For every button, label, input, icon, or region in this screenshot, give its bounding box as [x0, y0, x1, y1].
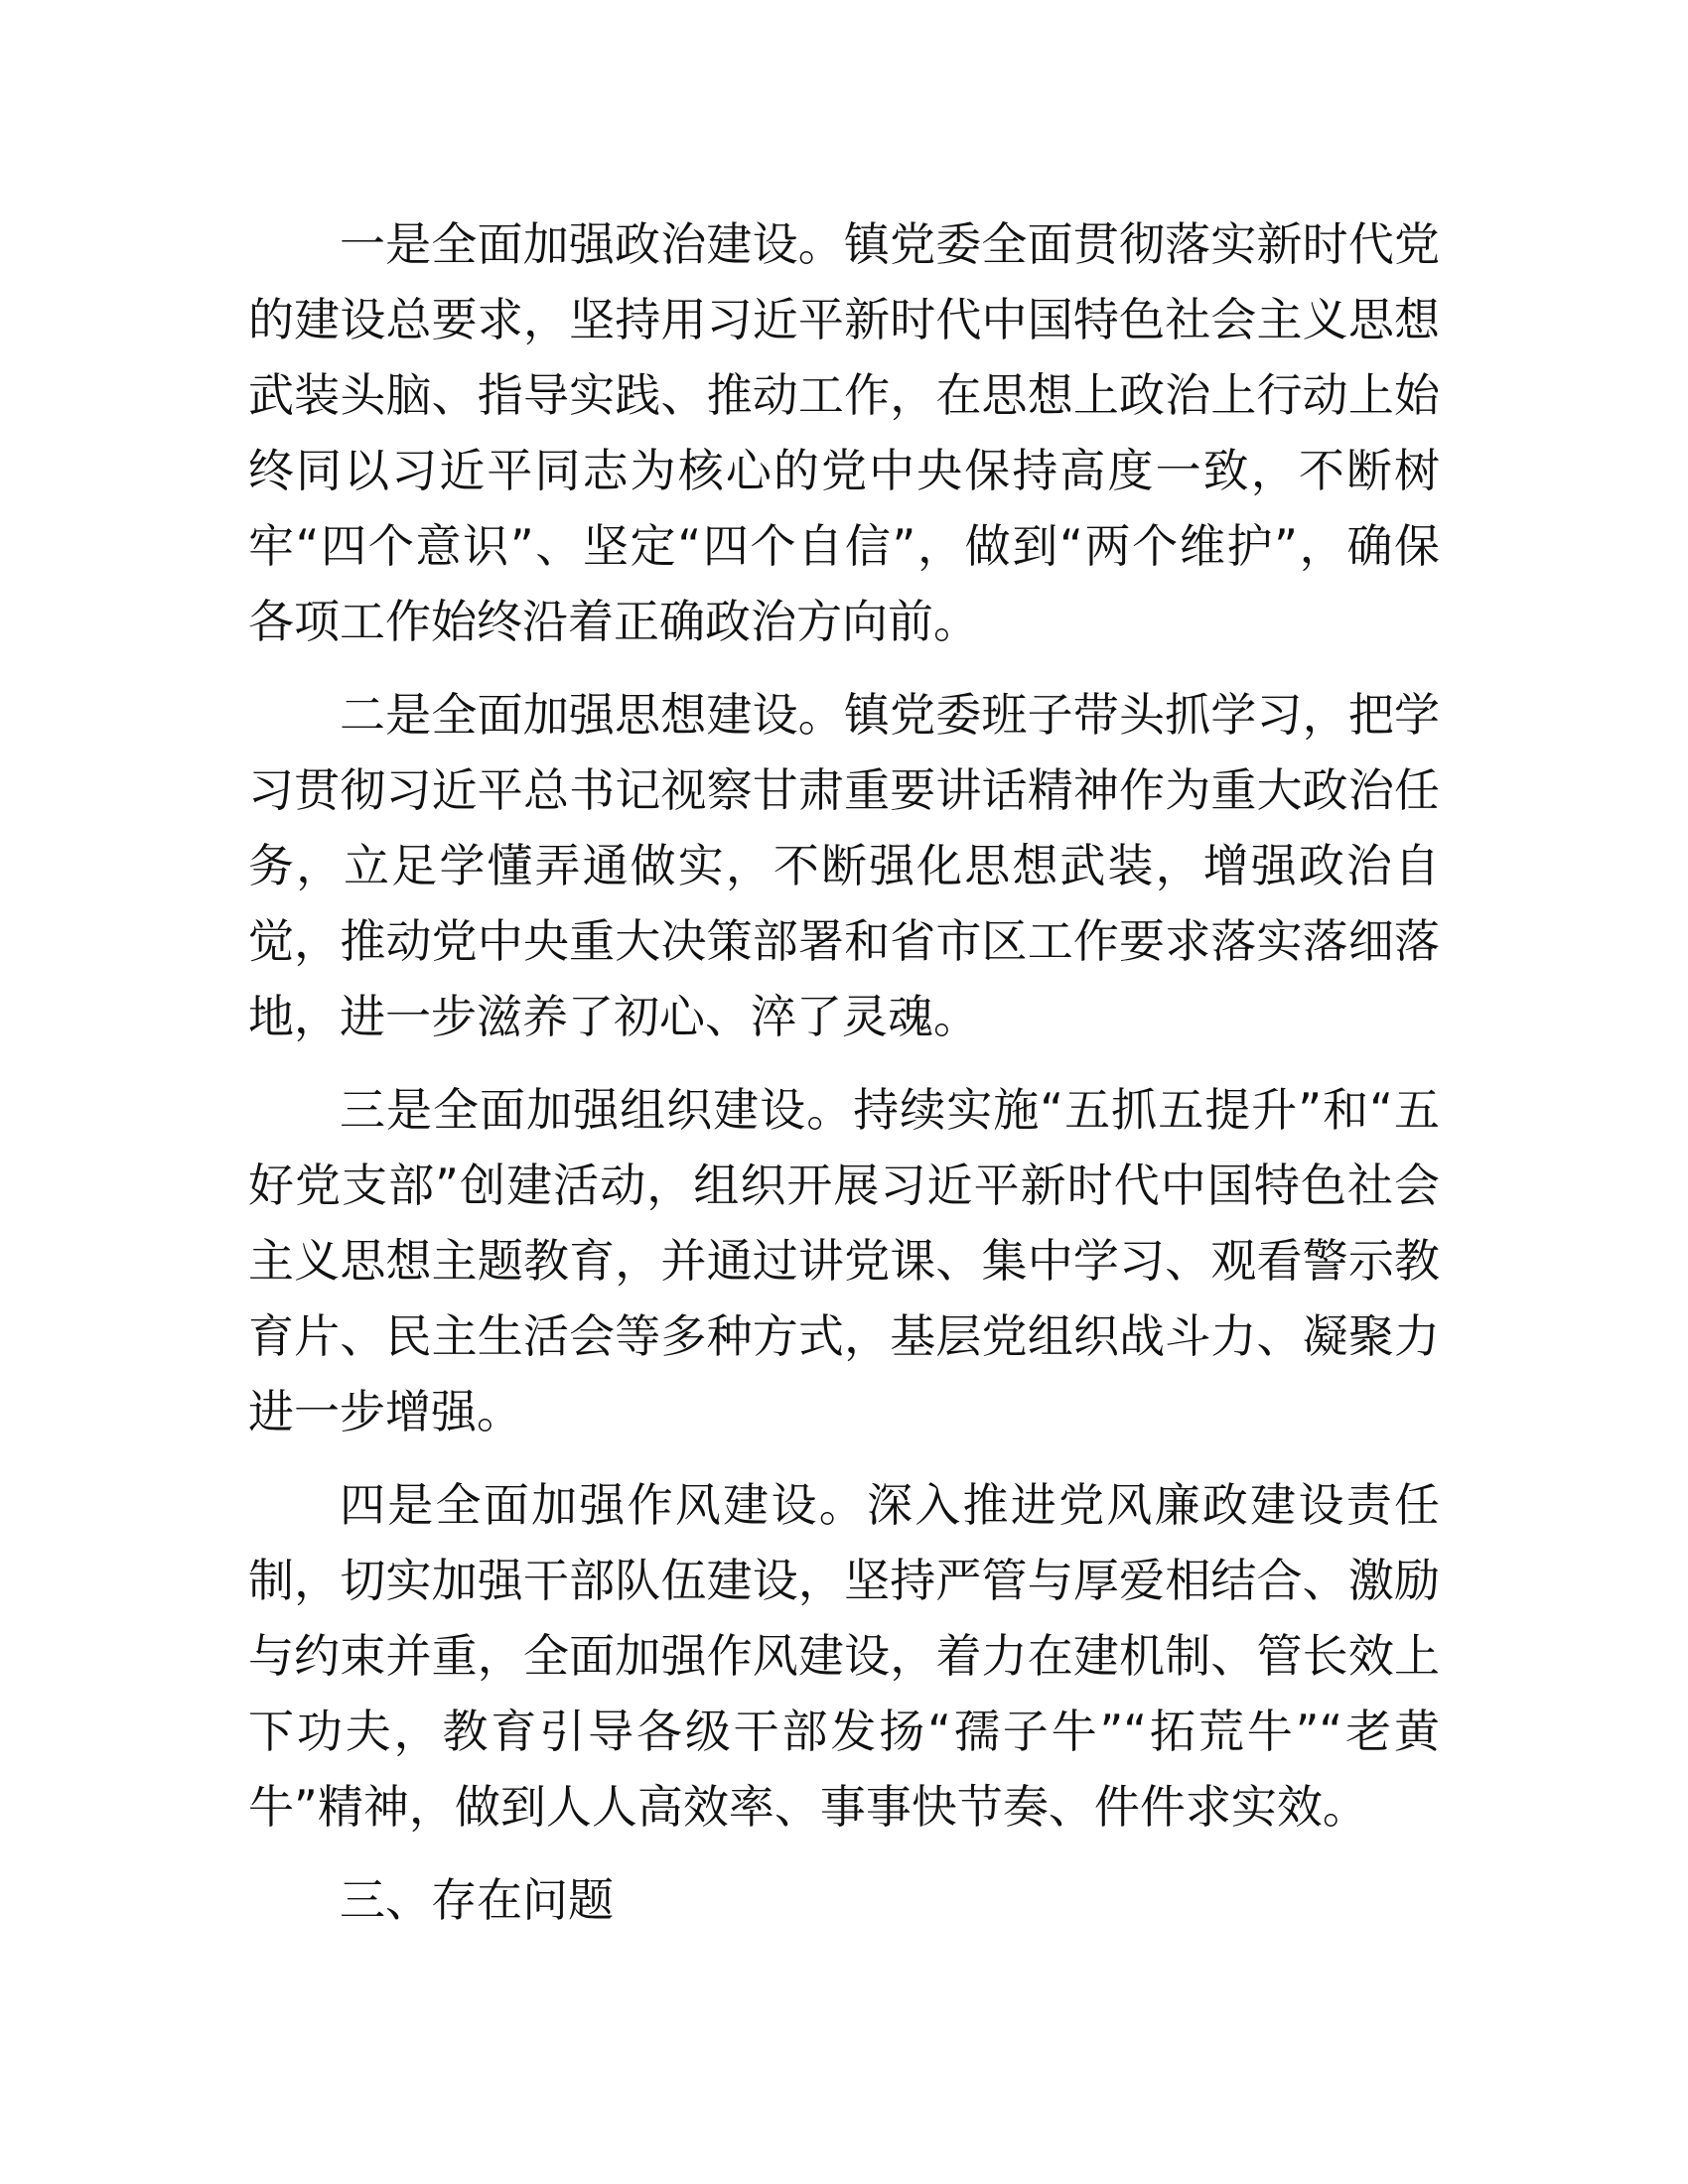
paragraph-ideological-building: 二是全面加强思想建设。镇党委班子带头抓学习，把学习贯彻习近平总书记视察甘肃重要讲话精神作为重大政治任务，立足学懂弄通做实，不断强化思想武装，增强政治自觉，推动党中央重大决策部署和省市区工作要求落实落细落地，进一步滋养了初心、淬了灵魂。	[248, 688, 1440, 1043]
document-body	[248, 206, 1440, 1938]
paragraph-organizational-building: 三是全面加强组织建设。持续实施“五抓五提升”和“五好党支部”创建活动，组织开展习近平新时代中国特色社会主义思想主题教育，并通过讲党课、集中学习、观看警示教育片、民主生活会等多种方式，基层党组织战斗力、凝聚力进一步增强。	[248, 1083, 1440, 1438]
section-heading-existing-problems: 三、存在问题	[340, 1873, 614, 1927]
paragraph-political-building: 一是全面加强政治建设。镇党委全面贯彻落实新时代党的建设总要求，坚持用习近平新时代中国特色社会主义思想武装头脑、指导实践、推动工作，在思想上政治上行动上始终同以习近平同志为核心的党中央保持高度一致，不断树牢“四个意识”、坚定“四个自信”，做到“两个维护”，确保各项工作始终沿着正确政治方向前。	[248, 217, 1440, 648]
paragraph-work-style-building: 四是全面加强作风建设。深入推进党风廉政建设责任制，切实加强干部队伍建设，坚持严管与厚爱相结合、激励与约束并重，全面加强作风建设，着力在建机制、管长效上下功夫，教育引导各级干部发扬“孺子牛”“拓荒牛”“老黄牛”精神，做到人人高效率、事事快节奏、件件求实效。	[248, 1478, 1440, 1834]
